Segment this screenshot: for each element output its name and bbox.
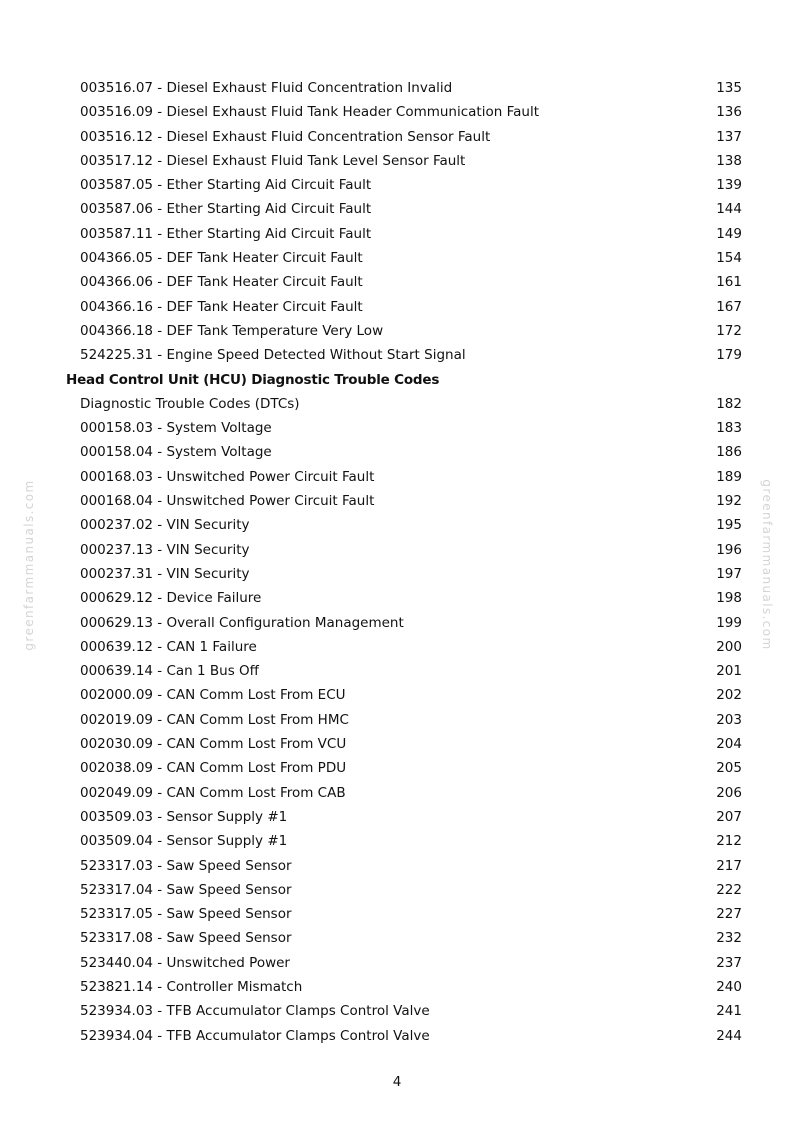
toc-entry[interactable]: [0, 197, 794, 221]
toc-entry-page-number: 227: [716, 906, 742, 923]
toc-entry[interactable]: [0, 659, 794, 683]
toc-entry[interactable]: [0, 999, 794, 1023]
toc-entry-page-number: 241: [716, 1003, 742, 1020]
toc-entry-page-number: 161: [716, 274, 742, 291]
toc-entry[interactable]: [0, 343, 794, 367]
toc-entry-page-number: 182: [716, 395, 742, 412]
toc-entry-title: 000168.03 - Unswitched Power Circuit Fault: [80, 468, 375, 485]
toc-entry-page-number: 199: [716, 614, 742, 631]
toc-entry[interactable]: [0, 149, 794, 173]
toc-entry-title: 003516.07 - Diesel Exhaust Fluid Concentration Invalid: [80, 80, 453, 96]
toc-entry-page-number: 136: [716, 104, 742, 121]
watermark-right: greenfarmmanuals.com: [760, 479, 774, 651]
toc-entry-title: 000237.13 - VIN Security: [80, 541, 250, 558]
toc-entry-title: 523821.14 - Controller Mismatch: [80, 978, 303, 995]
toc-entry-page-number: 197: [716, 565, 742, 582]
toc-entry-title: 004366.18 - DEF Tank Temperature Very Low: [80, 322, 384, 339]
toc-entry-title: 000158.03 - System Voltage: [80, 420, 272, 437]
toc-entry[interactable]: [0, 173, 794, 197]
toc-entry-page-number: 144: [716, 201, 742, 218]
toc-entry[interactable]: [0, 392, 794, 416]
toc-entry-title: 000639.12 - CAN 1 Failure: [80, 638, 257, 655]
toc-entry-title: 000639.14 - Can 1 Bus Off: [80, 663, 259, 680]
toc-entry[interactable]: [0, 246, 794, 270]
toc-entry-page-number: 207: [716, 808, 742, 825]
toc-entry-page-number: 154: [716, 250, 742, 267]
toc-entry-page-number: 139: [716, 177, 742, 194]
toc-entry-title: 523440.04 - Unswitched Power: [80, 954, 290, 971]
toc-entry-title: 002030.09 - CAN Comm Lost From VCU: [80, 736, 347, 753]
toc-entry-page-number: 167: [716, 298, 742, 315]
toc-entry-page-number: 186: [716, 444, 742, 461]
toc-entry-page-number: 244: [716, 1027, 742, 1044]
toc-entry-title: 002000.09 - CAN Comm Lost From ECU: [80, 687, 346, 704]
toc-entry-title: 523934.03 - TFB Accumulator Clamps Control Valve: [80, 1003, 430, 1020]
toc-entry-title: 002019.09 - CAN Comm Lost From HMC: [80, 711, 349, 728]
toc-entry-title: 523317.03 - Saw Speed Sensor: [80, 857, 292, 874]
toc-entry-title: 002038.09 - CAN Comm Lost From PDU: [80, 760, 347, 777]
toc-entry-page-number: 201: [716, 663, 742, 680]
toc-entry-title: 000168.04 - Unswitched Power Circuit Fault: [80, 493, 375, 510]
toc-entry-title: 003587.05 - Ether Starting Aid Circuit Fault: [80, 177, 372, 194]
toc-entry-title: 523317.08 - Saw Speed Sensor: [80, 930, 292, 947]
toc-entry-title: 524225.31 - Engine Speed Detected Without Start Signal: [80, 347, 466, 364]
toc-entry-title: 000629.12 - Device Failure: [80, 590, 262, 607]
toc-entry-page-number: 195: [716, 517, 742, 534]
toc-entry-page-number: 200: [716, 638, 742, 655]
toc-entry[interactable]: [0, 635, 794, 659]
toc-entry[interactable]: [0, 489, 794, 513]
toc-entry[interactable]: [0, 854, 794, 878]
toc-entry[interactable]: [0, 805, 794, 829]
toc-entry-title: 004366.16 - DEF Tank Heater Circuit Fault: [80, 298, 363, 315]
toc-entry-page-number: 135: [716, 80, 742, 96]
toc-entry[interactable]: [0, 975, 794, 999]
toc-entry[interactable]: [0, 951, 794, 975]
toc-entry-page-number: 198: [716, 590, 742, 607]
toc-entry-page-number: 149: [716, 225, 742, 242]
toc-entry-page-number: 196: [716, 541, 742, 558]
toc-entry-title: 003587.06 - Ether Starting Aid Circuit Fault: [80, 201, 372, 218]
page-number: 4: [392, 1074, 402, 1090]
toc-entry-title: 523317.05 - Saw Speed Sensor: [80, 906, 292, 923]
toc-entry-page-number: 189: [716, 468, 742, 485]
watermark-left: greenfarmmanuals.com: [22, 479, 36, 651]
toc-entry-title: 000158.04 - System Voltage: [80, 444, 272, 461]
toc-entry[interactable]: [0, 732, 794, 756]
toc-entry[interactable]: [0, 465, 794, 489]
toc-entry-page-number: 222: [716, 881, 742, 898]
toc-entry-title: 004366.05 - DEF Tank Heater Circuit Fault: [80, 250, 363, 267]
toc-section-heading: [0, 368, 794, 392]
toc-entry-title: 003509.04 - Sensor Supply #1: [80, 833, 288, 850]
toc-entry[interactable]: [0, 76, 794, 100]
toc-entry[interactable]: [0, 513, 794, 537]
toc-entry[interactable]: [0, 756, 794, 780]
toc-entry-page-number: 183: [716, 420, 742, 437]
toc-entry[interactable]: [0, 562, 794, 586]
toc-entry-page-number: 192: [716, 493, 742, 510]
toc-entry-title: 000629.13 - Overall Configuration Management: [80, 614, 404, 631]
toc-entry-title: 002049.09 - CAN Comm Lost From CAB: [80, 784, 346, 801]
toc-entry-title: 003587.11 - Ether Starting Aid Circuit Fault: [80, 225, 372, 242]
toc-entry-page-number: 138: [716, 152, 742, 169]
toc-entry-page-number: 217: [716, 857, 742, 874]
toc-entry[interactable]: [0, 416, 794, 440]
toc-entry[interactable]: [0, 683, 794, 707]
toc-entry-page-number: 202: [716, 687, 742, 704]
toc-entry[interactable]: [0, 1024, 794, 1048]
toc-entry-page-number: 203: [716, 711, 742, 728]
toc-entry-title: 523317.04 - Saw Speed Sensor: [80, 881, 292, 898]
toc-entry[interactable]: [0, 829, 794, 853]
toc-entry[interactable]: [0, 125, 794, 149]
toc-entry-title: 000237.02 - VIN Security: [80, 517, 250, 534]
toc-entry[interactable]: [0, 878, 794, 902]
toc-entry-page-number: 172: [716, 322, 742, 339]
table-of-contents: [0, 76, 794, 1048]
toc-entry[interactable]: [0, 319, 794, 343]
toc-entry[interactable]: [0, 708, 794, 732]
toc-entry-page-number: 237: [716, 954, 742, 971]
toc-entry-page-number: 240: [716, 978, 742, 995]
toc-entry-title: 523934.04 - TFB Accumulator Clamps Control Valve: [80, 1027, 430, 1044]
toc-entry-page-number: 205: [716, 760, 742, 777]
toc-entry-page-number: 179: [716, 347, 742, 364]
toc-entry-title: Diagnostic Trouble Codes (DTCs): [80, 395, 300, 412]
toc-entry-title: 003509.03 - Sensor Supply #1: [80, 808, 288, 825]
toc-entry[interactable]: [0, 611, 794, 635]
toc-entry-page-number: 212: [716, 833, 742, 850]
toc-entry-page-number: 206: [716, 784, 742, 801]
toc-entry[interactable]: [0, 538, 794, 562]
toc-entry-title: 003516.12 - Diesel Exhaust Fluid Concentration Sensor Fault: [80, 128, 491, 145]
toc-entry[interactable]: [0, 100, 794, 124]
toc-entry-page-number: 137: [716, 128, 742, 145]
toc-entry[interactable]: [0, 926, 794, 950]
toc-entry[interactable]: [0, 270, 794, 294]
toc-entry[interactable]: [0, 586, 794, 610]
toc-heading-title: Head Control Unit (HCU) Diagnostic Trouble Codes: [66, 371, 440, 388]
toc-entry[interactable]: [0, 222, 794, 246]
toc-entry[interactable]: [0, 781, 794, 805]
toc-entry-title: 003517.12 - Diesel Exhaust Fluid Tank Level Sensor Fault: [80, 152, 466, 169]
toc-entry-page-number: 204: [716, 736, 742, 753]
toc-entry-title: 000237.31 - VIN Security: [80, 565, 250, 582]
toc-entry[interactable]: [0, 440, 794, 464]
toc-entry-page-number: 232: [716, 930, 742, 947]
toc-entry-title: 003516.09 - Diesel Exhaust Fluid Tank Header Communication Fault: [80, 104, 539, 121]
toc-entry[interactable]: [0, 902, 794, 926]
toc-entry[interactable]: [0, 295, 794, 319]
toc-entry-title: 004366.06 - DEF Tank Heater Circuit Fault: [80, 274, 363, 291]
